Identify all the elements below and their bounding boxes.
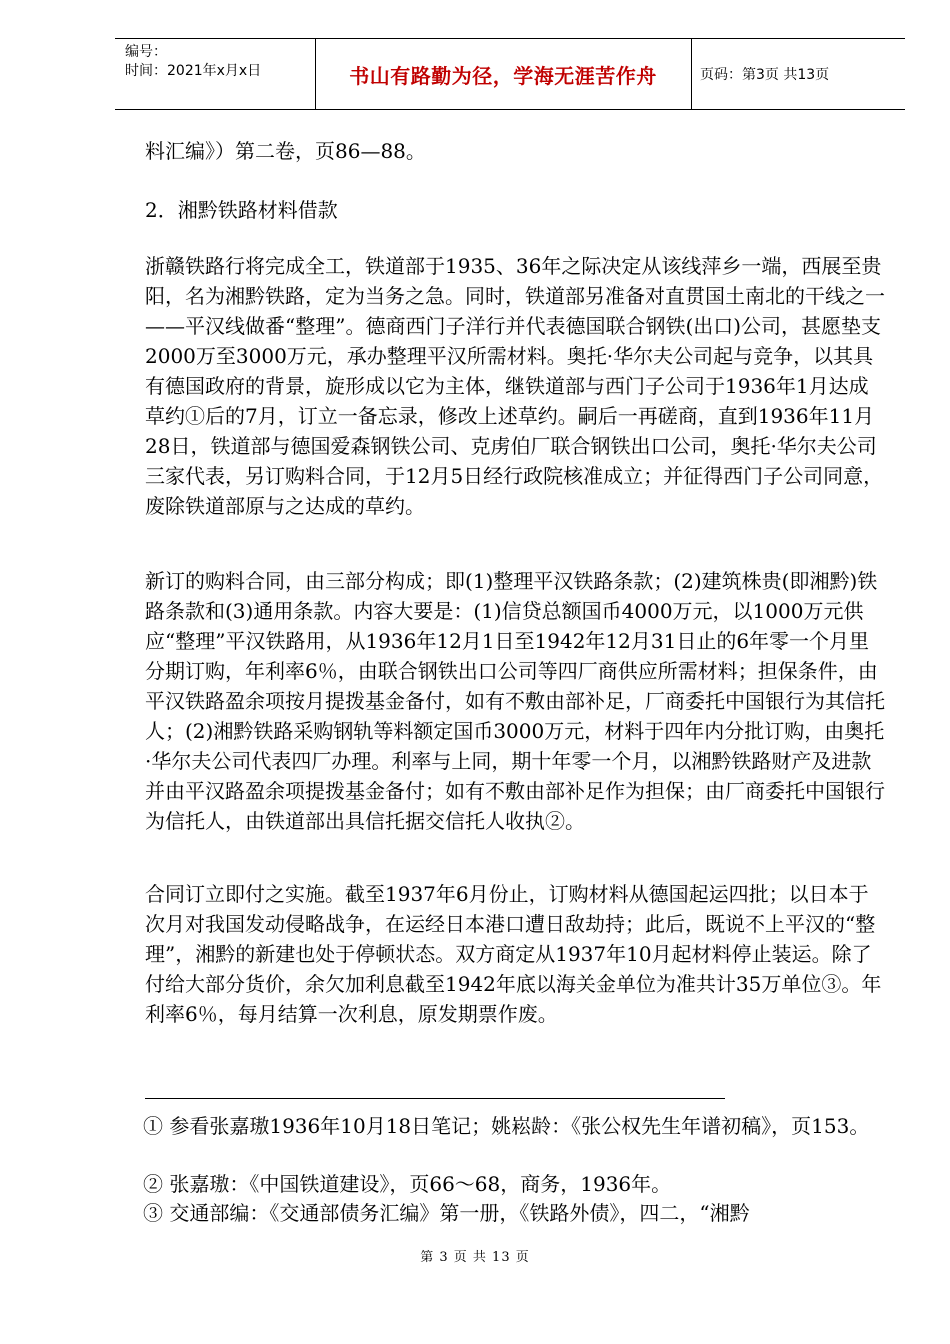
footnote: ② 张嘉璈：《中国铁道建设》，页66～68，商务，1936年。 <box>143 1172 672 1196</box>
footnote: ③ 交通部编：《交通部债务汇编》第一册，《铁路外债》，四二，“湘黔 <box>143 1201 750 1225</box>
footnote: ① 参看张嘉璈1936年10月18日笔记；姚崧龄：《张公权先生年谱初稿》，页153。 <box>143 1114 870 1138</box>
header-page-label: 页码：第3页 共13页 <box>700 67 830 83</box>
paragraph: 合同订立即付之实施。截至1937年6月份止，订购材料从德国起运四批；以日本于次月对我国发动侵略战争，在运经日本港口遭日敌劫持；此后，既说不上平汉的“整理”，湘黔的新建也处于停顿状态。双方商定从1937年10月起材料停止装运。除了付给大部分货价，余欠加利息截至1942年底以海关金单位为准共计35万单位③。年利率6％，每月结算一次利息，原发期票作废。 <box>145 882 882 1026</box>
footnote-separator <box>145 1098 725 1099</box>
continued-line: 料汇编》）第二卷，页86—88。 <box>145 139 426 163</box>
doc-time-label: 时间：2021年x月x日 <box>125 63 262 79</box>
header-motto: 书山有路勤为径，学海无涯苦作舟 <box>349 63 657 88</box>
paragraph: 浙赣铁路行将完成全工，铁道部于1935、36年之际决定从该线萍乡一端，西展至贵阳，名为湘黔铁路，定为当务之急。同时，铁道部另准备对直贯国土南北的干线之一——平汉线做番“整理”。德商西门子洋行并代表德国联合钢铁(出口)公司，甚愿垫支2000万至3000万元，承办整理平汉所需材料。奥托·华尔夫公司起与竞争，以其具有德国政府的背景，旋形成以它为主体，继铁道部与西门子公司于1936年1月达成草约①后的7月，订立一备忘录，修改上述草约。嗣后一再磋商，直到1936年11月28日，铁道部与德国爱森钢铁公司、克虏伯厂联合钢铁出口公司，奥托·华尔夫公司三家代表，另订购料合同，于12月5日经行政院核准成立；并征得西门子公司同意，废除铁道部原与之达成的草约。 <box>145 254 885 518</box>
doc-code-label: 编号： <box>125 44 167 60</box>
paragraph: 新订的购料合同，由三部分构成；即(1)整理平汉铁路条款；(2)建筑株贵(即湘黔)铁路条款和(3)通用条款。内容大要是：(1)信贷总额国币4000万元，以1000万元供应“整理”平汉铁路用，从1936年12月1日至1942年12月31日止的6年零一个月里分期订购，年利率6％，由联合钢铁出口公司等四厂商供应所需材料；担保条件，由平汉铁路盈余项按月提拨基金备付，如有不敷由部补足，厂商委托中国银行为其信托人；(2)湘黔铁路采购钢轨等料额定国币3000万元，材料于四年内分批订购，由奥托·华尔夫公司代表四厂办理。利率与上同，期十年零一个月，以湘黔铁路财产及进款并由平汉路盈余项提拨基金备付；如有不敷由部补足作为担保；由厂商委托中国银行为信托人，由铁道部出具信托据交信托人收执②。 <box>145 569 885 833</box>
page-footer: 第 3 页 共 13 页 <box>420 1250 530 1265</box>
page-header <box>115 38 905 110</box>
header-divider <box>691 39 692 109</box>
header-meta <box>115 39 315 109</box>
header-divider <box>315 39 316 109</box>
section-heading: 2．湘黔铁路材料借款 <box>145 198 338 222</box>
